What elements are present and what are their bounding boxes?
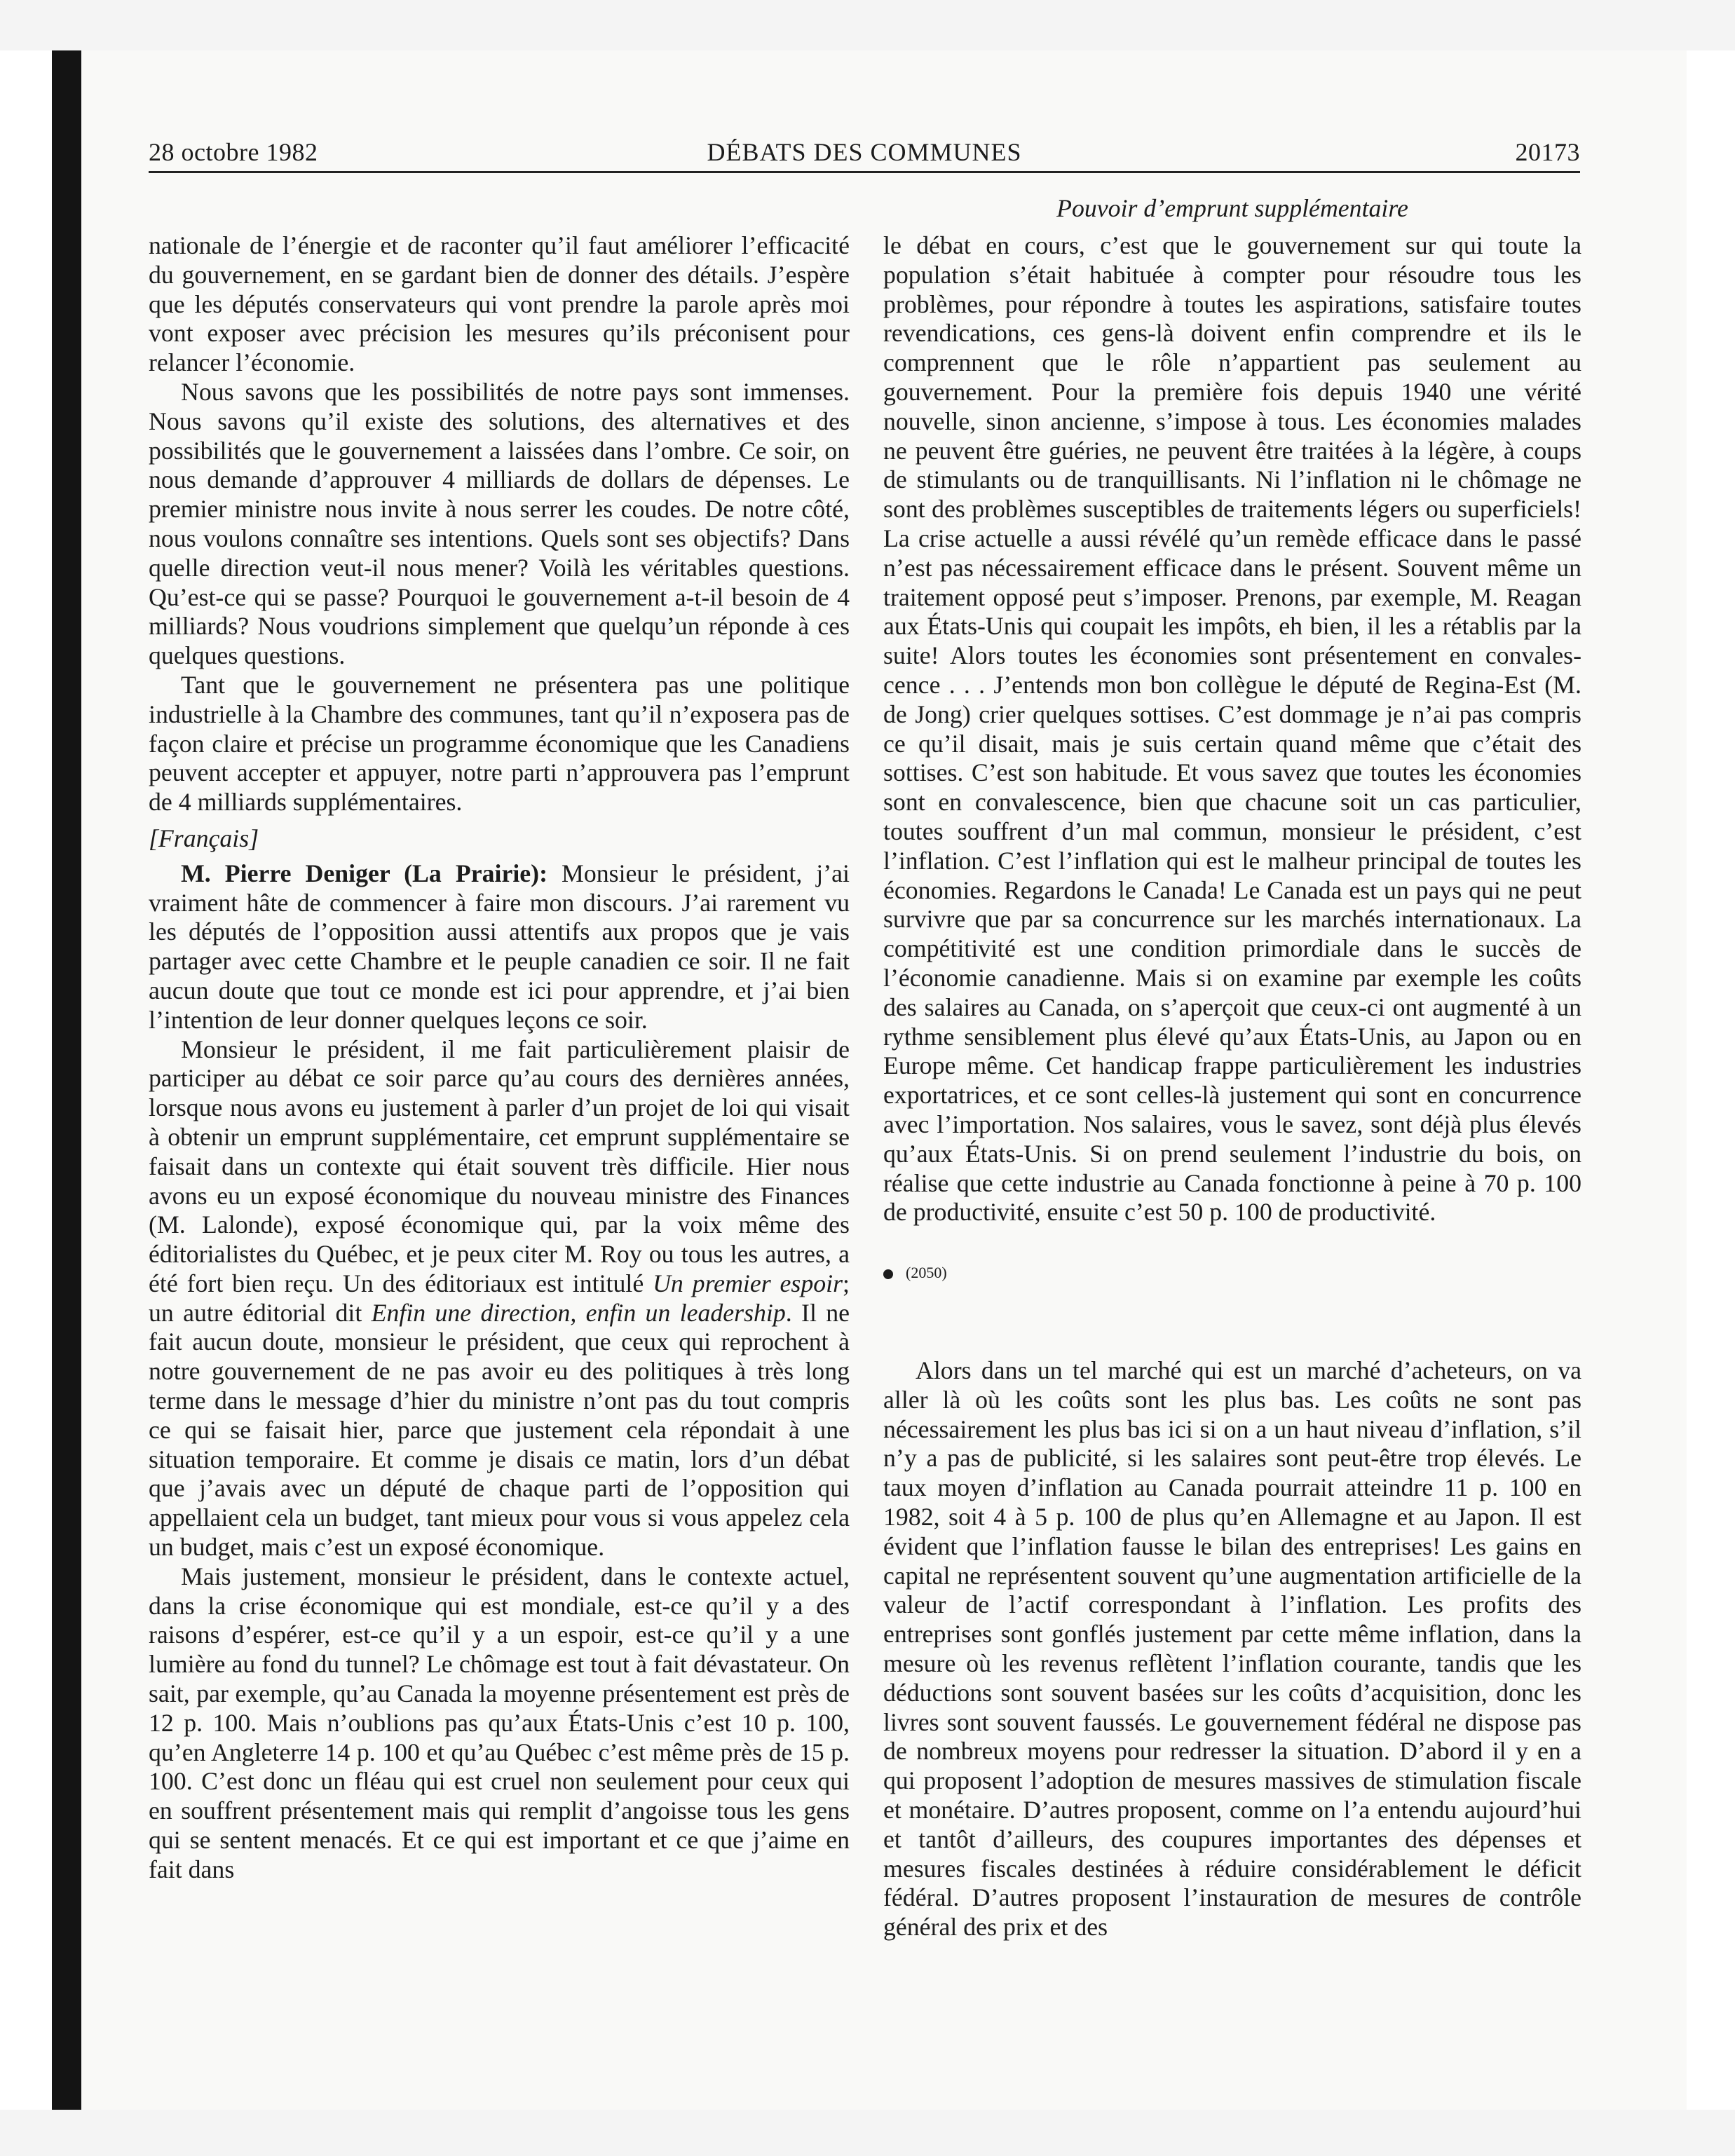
scan-binding-shadow [52, 50, 81, 2110]
right-column [883, 231, 1581, 1942]
bullet-icon [883, 1269, 893, 1279]
paragraph: nationale de l’énergie et de raconter qu’il faut améliorer l’efficacité du gouvernement, en se gardant bien de donner des détails. J’espère que les députés conservateurs qui vont prendre la parole après moi vont exposer avec précision les mesures qu’ils préconisent pour relancer l’économie. [149, 231, 850, 377]
paragraph: Alors dans un tel marché qui est un marché d’acheteurs, on va aller là où les coûts sont les plus bas. Les coûts ne sont pas nécessairement les plus bas ici si on a un haut niveau d’inflation, s’il n’y a pas de publicité, si les salaires sont peut-être trop élevés. Le taux moyen d’inflation au Canada pourrait atteindre 11 p. 100 en 1982, soit 4 à 5 p. 100 de plus qu’en Allemagne et au Japon. Il est évident que l’inflation fausse le bilan des entreprises! Les gains en capital ne représentent souvent qu’une augmentation artificielle de la valeur de l’actif correspondant à l’inflation. Les profits des entreprises sont gonflés justement par cette même inflation, dans la mesure où les revenus reflètent l’inflation courante, tandis que les déductions sont souvent basées sur les coûts d’acquisition, donc les livres sont souvent faussés. Le gouvernement fédéral ne dispose pas de nombreux moyens pour redresser la situation. D’abord il y en a qui proposent l’adoption de mesures massives de stimulation fiscale et monétaire. D’autres proposent, comme on l’a entendu aujourd’hui et tantôt d’ailleurs, des coupures importantes des dépenses et mesures fiscales destinées à réduire considérablement le déficit fédéral. D’autres proposent l’instauration de mesures de contrôle général des prix et des [883, 1356, 1581, 1942]
scan-margin-top [0, 0, 1735, 50]
header-page-number: 20173 [1515, 138, 1580, 166]
paragraph: Mais justement, monsieur le président, dans le contexte actuel, dans la crise économique qui est mondiale, est-ce qu’il y a des raisons d’espérer, est-ce qu’il y a un espoir, est-ce qu’il y a une lumière au fond du tunnel? Le chômage est tout à fait dévastateur. On sait, par exemple, qu’au Canada la moyenne présentement est près de 12 p. 100. Mais n’oublions pas qu’aux États-Unis c’est 10 p. 100, qu’en Angleterre 14 p. 100 et qu’au Québec c’est même près de 15 p. 100. C’est donc un fléau qui est cruel non seulement pour ceux qui en souffrent présentement mais qui remplit d’angoisse tous les gens qui se sentent menacés. Et ce qui est important et ce que j’aime en fait dans [149, 1562, 850, 1883]
paragraph: le débat en cours, c’est que le gouvernement sur qui toute la population s’était habituée à compter pour résoudre tous les problèmes, pour répondre à toutes les aspirations, satisfaire toutes revendications, ces gens-là doivent enfin comprendre et ils le comprennent que le rôle n’appartient pas seulement au gouvernement. Pour la première fois depuis 1940 une vérité nouvelle, sinon ancienne, s’impose à tous. Les économies malades ne peuvent être guéries, ne peuvent être traitées à la légère, à coups de stimulants ou de tranquillisants. Ni l’inflation ni le chômage ne sont des problèmes susceptibles de traitements légers ou superficiels! La crise actuelle a aussi révélé qu’un remède efficace dans le passé n’est pas nécessairement efficace dans le présent. Souvent même un traitement opposé peut s’imposer. Prenons, par exemple, M. Reagan aux États-Unis qui coupait les impôts, eh bien, il les a rétablis par la suite! Alors toutes les économies sont présentement en convalescence . . . J’entends mon bon collègue le député de Regina-Est (M. de Jong) crier quelques sottises. C’est dommage je n’ai pas compris ce qu’il disait, mais je suis certain quand même que c’était des sottises. C’est son habitude. Et vous savez que toutes les économies sont en convalescence, bien que chacune soit un cas particulier, toutes souffrent d’un mal commun, monsieur le président, c’est l’inflation. C’est l’inflation qui est le malheur principal de toutes les économies. Regardons le Canada! Le Canada est un pays qui ne peut survivre que par sa concurrence sur les marchés internationaux. La compétitivité est une condition primordiale dans le succès de l’économie canadienne. Mais si on examine par exemple les coûts des salaires au Canada, on s’aperçoit que ceux-ci ont augmenté à un rythme sensiblement plus élevé qu’aux États-Unis, au Japon ou en Europe même. Cet handicap frappe particulièrement les industries exportatrices, et ce sont celles-là justement qui sont en concurrence avec l’importation. Nos salaires, vous le savez, sont déjà plus élevés qu’aux États-Unis. Si on prend seulement l’industrie du bois, on réalise que cette industrie au Canada fonctionne à peine à 70 p. 100 de productivité, ensuite c’est 50 p. 100 de productivité. [883, 231, 1581, 1227]
speaker-name: M. Pierre Deniger (La Prairie): [181, 859, 548, 887]
speech-paragraph [149, 859, 850, 1035]
language-tag: [Français] [149, 824, 259, 852]
editorial-title: Un premier espoir [653, 1269, 843, 1297]
speech-text: Monsieur le président, j’ai vraiment hâte de commencer à faire mon discours. J’ai rarement vu les députés de l’opposition aussi attentifs aux propos que je vais partager avec cette Chambre et le peuple canadien ce soir. Il ne fait aucun doute que tout ce monde est ici pour apprendre, et j’ai bien l’intention de leur donner quelques leçons ce soir. [149, 859, 850, 1034]
paragraph-text: . Il ne fait aucun doute, monsieur le président, que ceux qui reprochent à notre gouvernement de ne pas avoir eu des politiques à très long terme dans le message d’hier du ministre n’ont pas du tout compris ce qui se faisait hier, parce que justement cela répondait à une situation temporaire. Et comme je disais ce matin, lors d’un débat que j’avais avec un député de chaque parti de l’opposition qui appellaient cela un budget, tant mieux pour vous si vous appelez cela un budget, mais c’est un exposé économique. [149, 1298, 850, 1562]
time-marker-text: (2050) [906, 1264, 947, 1282]
paragraph: Tant que le gouvernement ne présentera pas une politique industrielle à la Chambre des communes, tant qu’il n’exposera pas de façon claire et précise un programme économique que les Canadiens peuvent accepter et appuyer, notre parti n’approuvera pas l’emprunt de 4 milliards supplémentaires. [149, 670, 850, 817]
paragraph-text: Monsieur le président, il me fait particulièrement plaisir de participer au débat ce soir parce qu’au cours des dernières années, lorsque nous avons eu justement à parler d’un projet de loi qui visait à obtenir un emprunt supplémentaire, cet emprunt supplémentaire se faisait dans un contexte qui était souvent très difficile. Hier nous avons eu un exposé économique du nouveau ministre des Finances (M. Lalonde), exposé économique qui, par la voix même des éditorialistes du Québec, et je peux citer M. Roy ou tous les autres, a été fort bien reçu. Un des éditoriaux est intitulé [149, 1035, 850, 1297]
editorial-title: Enfin une direction, enfin un leadership [371, 1298, 786, 1327]
header-rule [149, 171, 1580, 173]
paragraph: Nous savons que les possibilités de notre pays sont immenses. Nous savons qu’il existe des solutions, des alternatives et des possibilités que le gouvernement a laissées dans l’ombre. Ce soir, on nous demande d’approuver 4 milliards de dollars de dépenses. Le premier ministre nous invite à nous serrer les coudes. De notre côté, nous voulons connaître ses intentions. Quels sont ses objectifs? Dans quelle direction veut-il nous mener? Voilà les véritables questions. Qu’est-ce qui se passe? Pourquoi le gouvernement a-t-il besoin de 4 milliards? Nous voudrions simplement que quelqu’un réponde à ces quelques questions. [149, 377, 850, 670]
time-marker [883, 1262, 1581, 1283]
paragraph-text: ; un autre éditorial dit [149, 1269, 850, 1327]
scan-margin-bottom [0, 2110, 1735, 2156]
header-publication-title: DÉBATS DES COMMUNES [707, 138, 1022, 166]
header-date: 28 octobre 1982 [149, 138, 318, 166]
section-title: Pouvoir d’emprunt supplémentaire [1056, 194, 1408, 222]
paragraph [149, 1035, 850, 1562]
running-head [149, 137, 1580, 172]
left-column [149, 231, 850, 1885]
